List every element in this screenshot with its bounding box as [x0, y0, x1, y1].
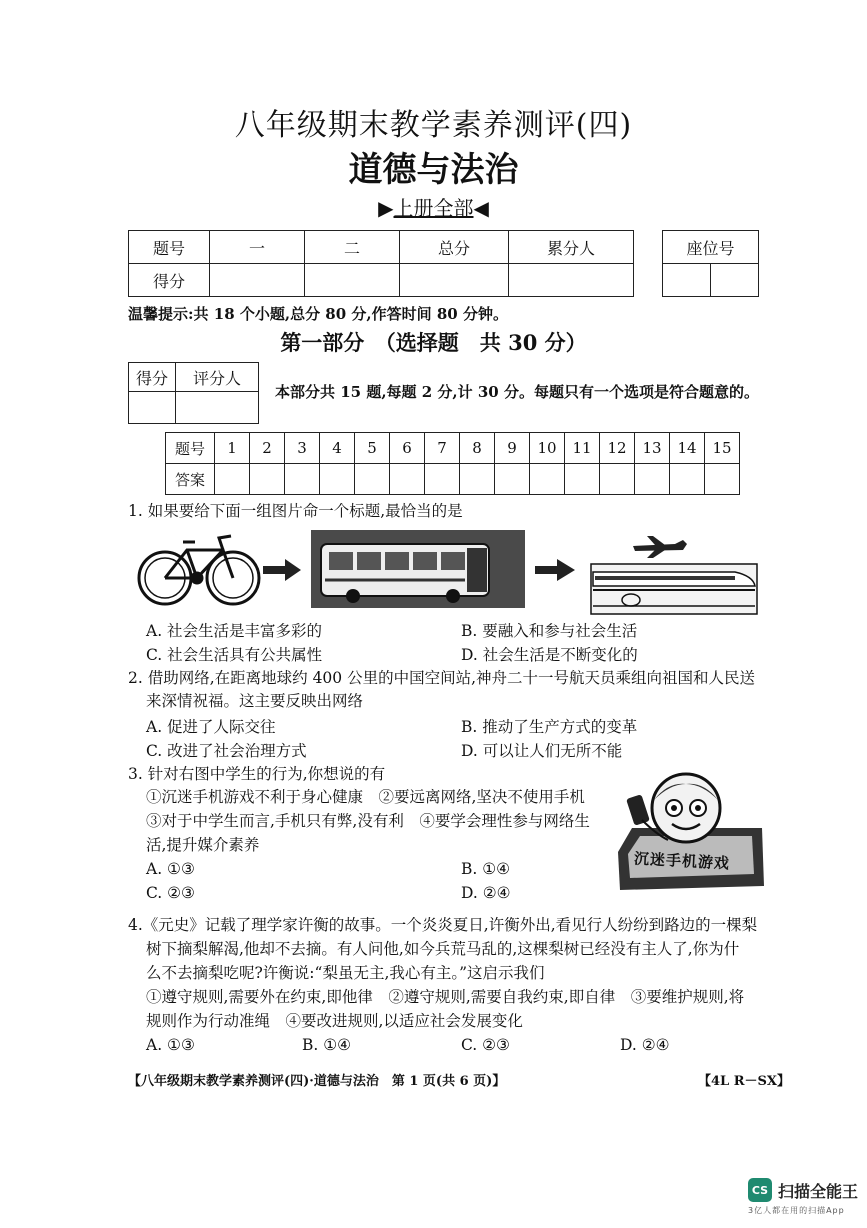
answer-label: 题号: [166, 433, 215, 464]
paper-code: 【4L R－SX】: [698, 1074, 790, 1089]
cs-logo-icon: CS: [748, 1178, 772, 1202]
scope-text: 上册全部: [393, 196, 474, 220]
q3-stem: 3. 针对右图中学生的行为,你想说的有: [128, 765, 386, 783]
page-footer: 【八年级期末教学素养测评(四)·道德与法治 第 1 页(共 6 页)】: [128, 1074, 506, 1089]
score-table: [128, 230, 634, 297]
q3-cartoon: [612, 770, 770, 892]
q3-statement-line1: ①沉迷手机游戏不利于身心健康 ②要远离网络,坚决不使用手机: [146, 788, 585, 806]
seat-label: 座位号: [663, 231, 759, 264]
answer-number: 6: [390, 433, 425, 464]
q2-stem-line1: 2. 借助网络,在距离地球约 400 公里的中国空间站,神舟二十一号航天员乘组向祖国和人民送: [128, 669, 756, 687]
q1-option-a[interactable]: A. 社会生活是丰富多彩的: [146, 622, 323, 640]
answer-number: 1: [215, 433, 250, 464]
part1-intro: 本部分共 15 题,每题 2 分,计 30 分。每题只有一个选项是符合题意的。: [275, 383, 759, 401]
answer-number: 5: [355, 433, 390, 464]
grader-cell: 评分人: [176, 363, 259, 392]
q4-statement-line1: ①遵守规则,需要外在约束,即他律 ②遵守规则,需要自我约束,即自律 ③要维护规则,将: [146, 988, 745, 1006]
student-phone-icon: [612, 770, 770, 892]
answer-blank[interactable]: [705, 464, 740, 495]
answer-blank[interactable]: [425, 464, 460, 495]
q3-statement-line2: ③对于中学生而言,手机只有弊,没有利 ④要学会理性参与网络生: [146, 812, 590, 830]
q2-option-a[interactable]: A. 促进了人际交往: [146, 718, 276, 736]
q1-option-d[interactable]: D. 社会生活是不断变化的: [461, 646, 638, 664]
grader-blank[interactable]: [176, 392, 259, 424]
answer-blank[interactable]: [320, 464, 355, 495]
q1-option-c[interactable]: C. 社会生活具有公共属性: [146, 646, 323, 664]
answer-number: 3: [285, 433, 320, 464]
grader-blank[interactable]: [129, 392, 176, 424]
q4-stem-line3: 么不去摘梨吃呢?许衡说:“梨虽无主,我心有主。”这启示我们: [146, 964, 545, 982]
scope-label: [0, 192, 867, 221]
q1-stem: 1. 如果要给下面一组图片命一个标题,最恰当的是: [128, 502, 463, 520]
high-speed-train-icon: [591, 564, 757, 614]
bicycle-icon: [139, 536, 259, 604]
answer-blank[interactable]: [600, 464, 635, 495]
q3-statement-line3: 活,提升媒介素养: [146, 836, 260, 854]
q1-option-b[interactable]: B. 要融入和参与社会生活: [461, 622, 638, 640]
q4-option-c[interactable]: C. ②③: [461, 1036, 510, 1054]
q3-option-d[interactable]: D. ②④: [461, 884, 511, 902]
answer-blank[interactable]: [250, 464, 285, 495]
app-name: 扫描全能王: [778, 1181, 859, 1201]
airplane-icon: [633, 536, 687, 558]
answer-number: 11: [565, 433, 600, 464]
answer-number: 4: [320, 433, 355, 464]
tip-text: 温馨提示:共 18 个小题,总分 80 分,作答时间 80 分钟。: [128, 305, 508, 323]
q4-option-d[interactable]: D. ②④: [620, 1036, 670, 1054]
cartoon-caption: 沉迷手机游戏: [633, 849, 731, 873]
score-blank[interactable]: [305, 264, 400, 297]
answer-blank[interactable]: [460, 464, 495, 495]
q4-option-a[interactable]: A. ①③: [146, 1036, 195, 1054]
score-cell: 累分人: [509, 231, 634, 264]
answer-number: 7: [425, 433, 460, 464]
q3-option-b[interactable]: B. ①④: [461, 860, 511, 878]
q2-option-d[interactable]: D. 可以让人们无所不能: [461, 742, 623, 760]
seat-blank[interactable]: [711, 264, 759, 297]
answer-number: 8: [460, 433, 495, 464]
score-blank[interactable]: [400, 264, 509, 297]
answer-blank[interactable]: [285, 464, 320, 495]
answer-blank[interactable]: [565, 464, 600, 495]
answer-blank[interactable]: [530, 464, 565, 495]
q2-option-b[interactable]: B. 推动了生产方式的变革: [461, 718, 638, 736]
q3-option-c[interactable]: C. ②③: [146, 884, 195, 902]
exam-title: 八年级期末教学素养测评(四): [234, 108, 633, 143]
answer-blank[interactable]: [670, 464, 705, 495]
arrow-right-icon: [535, 559, 575, 581]
grader-table: [128, 362, 259, 424]
answer-label: 答案: [166, 464, 215, 495]
q4-stem-line2: 树下摘梨解渴,他却不去摘。有人问他,如今兵荒马乱的,这棵梨树已经没有主人了,你为什: [146, 940, 740, 958]
answer-number: 14: [670, 433, 705, 464]
bus-icon: [311, 530, 525, 608]
score-cell: 二: [305, 231, 400, 264]
score-blank[interactable]: [509, 264, 634, 297]
q4-statement-line2: 规则作为行动准绳 ④要改进规则,以适应社会发展变化: [146, 1012, 523, 1030]
app-tagline: 3亿人都在用的扫描App: [748, 1206, 845, 1215]
answer-number: 13: [635, 433, 670, 464]
answer-blank[interactable]: [635, 464, 670, 495]
answer-number: 10: [530, 433, 565, 464]
answer-number: 12: [600, 433, 635, 464]
score-cell: 一: [210, 231, 305, 264]
grader-cell: 得分: [129, 363, 176, 392]
triangle-left-icon: ◀: [473, 196, 489, 220]
score-blank[interactable]: [210, 264, 305, 297]
triangle-right-icon: ▶: [378, 196, 394, 220]
score-cell: 得分: [129, 264, 210, 297]
scanner-watermark: [748, 1178, 858, 1216]
q3-option-a[interactable]: A. ①③: [146, 860, 195, 878]
answer-blank[interactable]: [215, 464, 250, 495]
seat-blank[interactable]: [663, 264, 711, 297]
q2-option-c[interactable]: C. 改进了社会治理方式: [146, 742, 307, 760]
q4-stem-line1: 4.《元史》记载了理学家许衡的故事。一个炎炎夏日,许衡外出,看见行人纷纷到路边的一棵梨: [128, 916, 758, 934]
answer-number: 2: [250, 433, 285, 464]
q4-option-b[interactable]: B. ①④: [302, 1036, 352, 1054]
arrow-right-icon: [263, 559, 301, 581]
subject-title: 道德与法治: [348, 150, 519, 190]
answer-blank[interactable]: [495, 464, 530, 495]
score-cell: 总分: [400, 231, 509, 264]
q1-images: [135, 528, 760, 616]
part1-title: 第一部分 （选择题 共 30 分）: [280, 330, 587, 355]
answer-number: 9: [495, 433, 530, 464]
score-cell: 题号: [129, 231, 210, 264]
answer-blank[interactable]: [390, 464, 425, 495]
answer-blank[interactable]: [355, 464, 390, 495]
q2-stem-line2: 来深情祝福。这主要反映出网络: [146, 692, 364, 710]
answer-table: [165, 432, 740, 495]
answer-number: 15: [705, 433, 740, 464]
seat-table: [662, 230, 759, 297]
